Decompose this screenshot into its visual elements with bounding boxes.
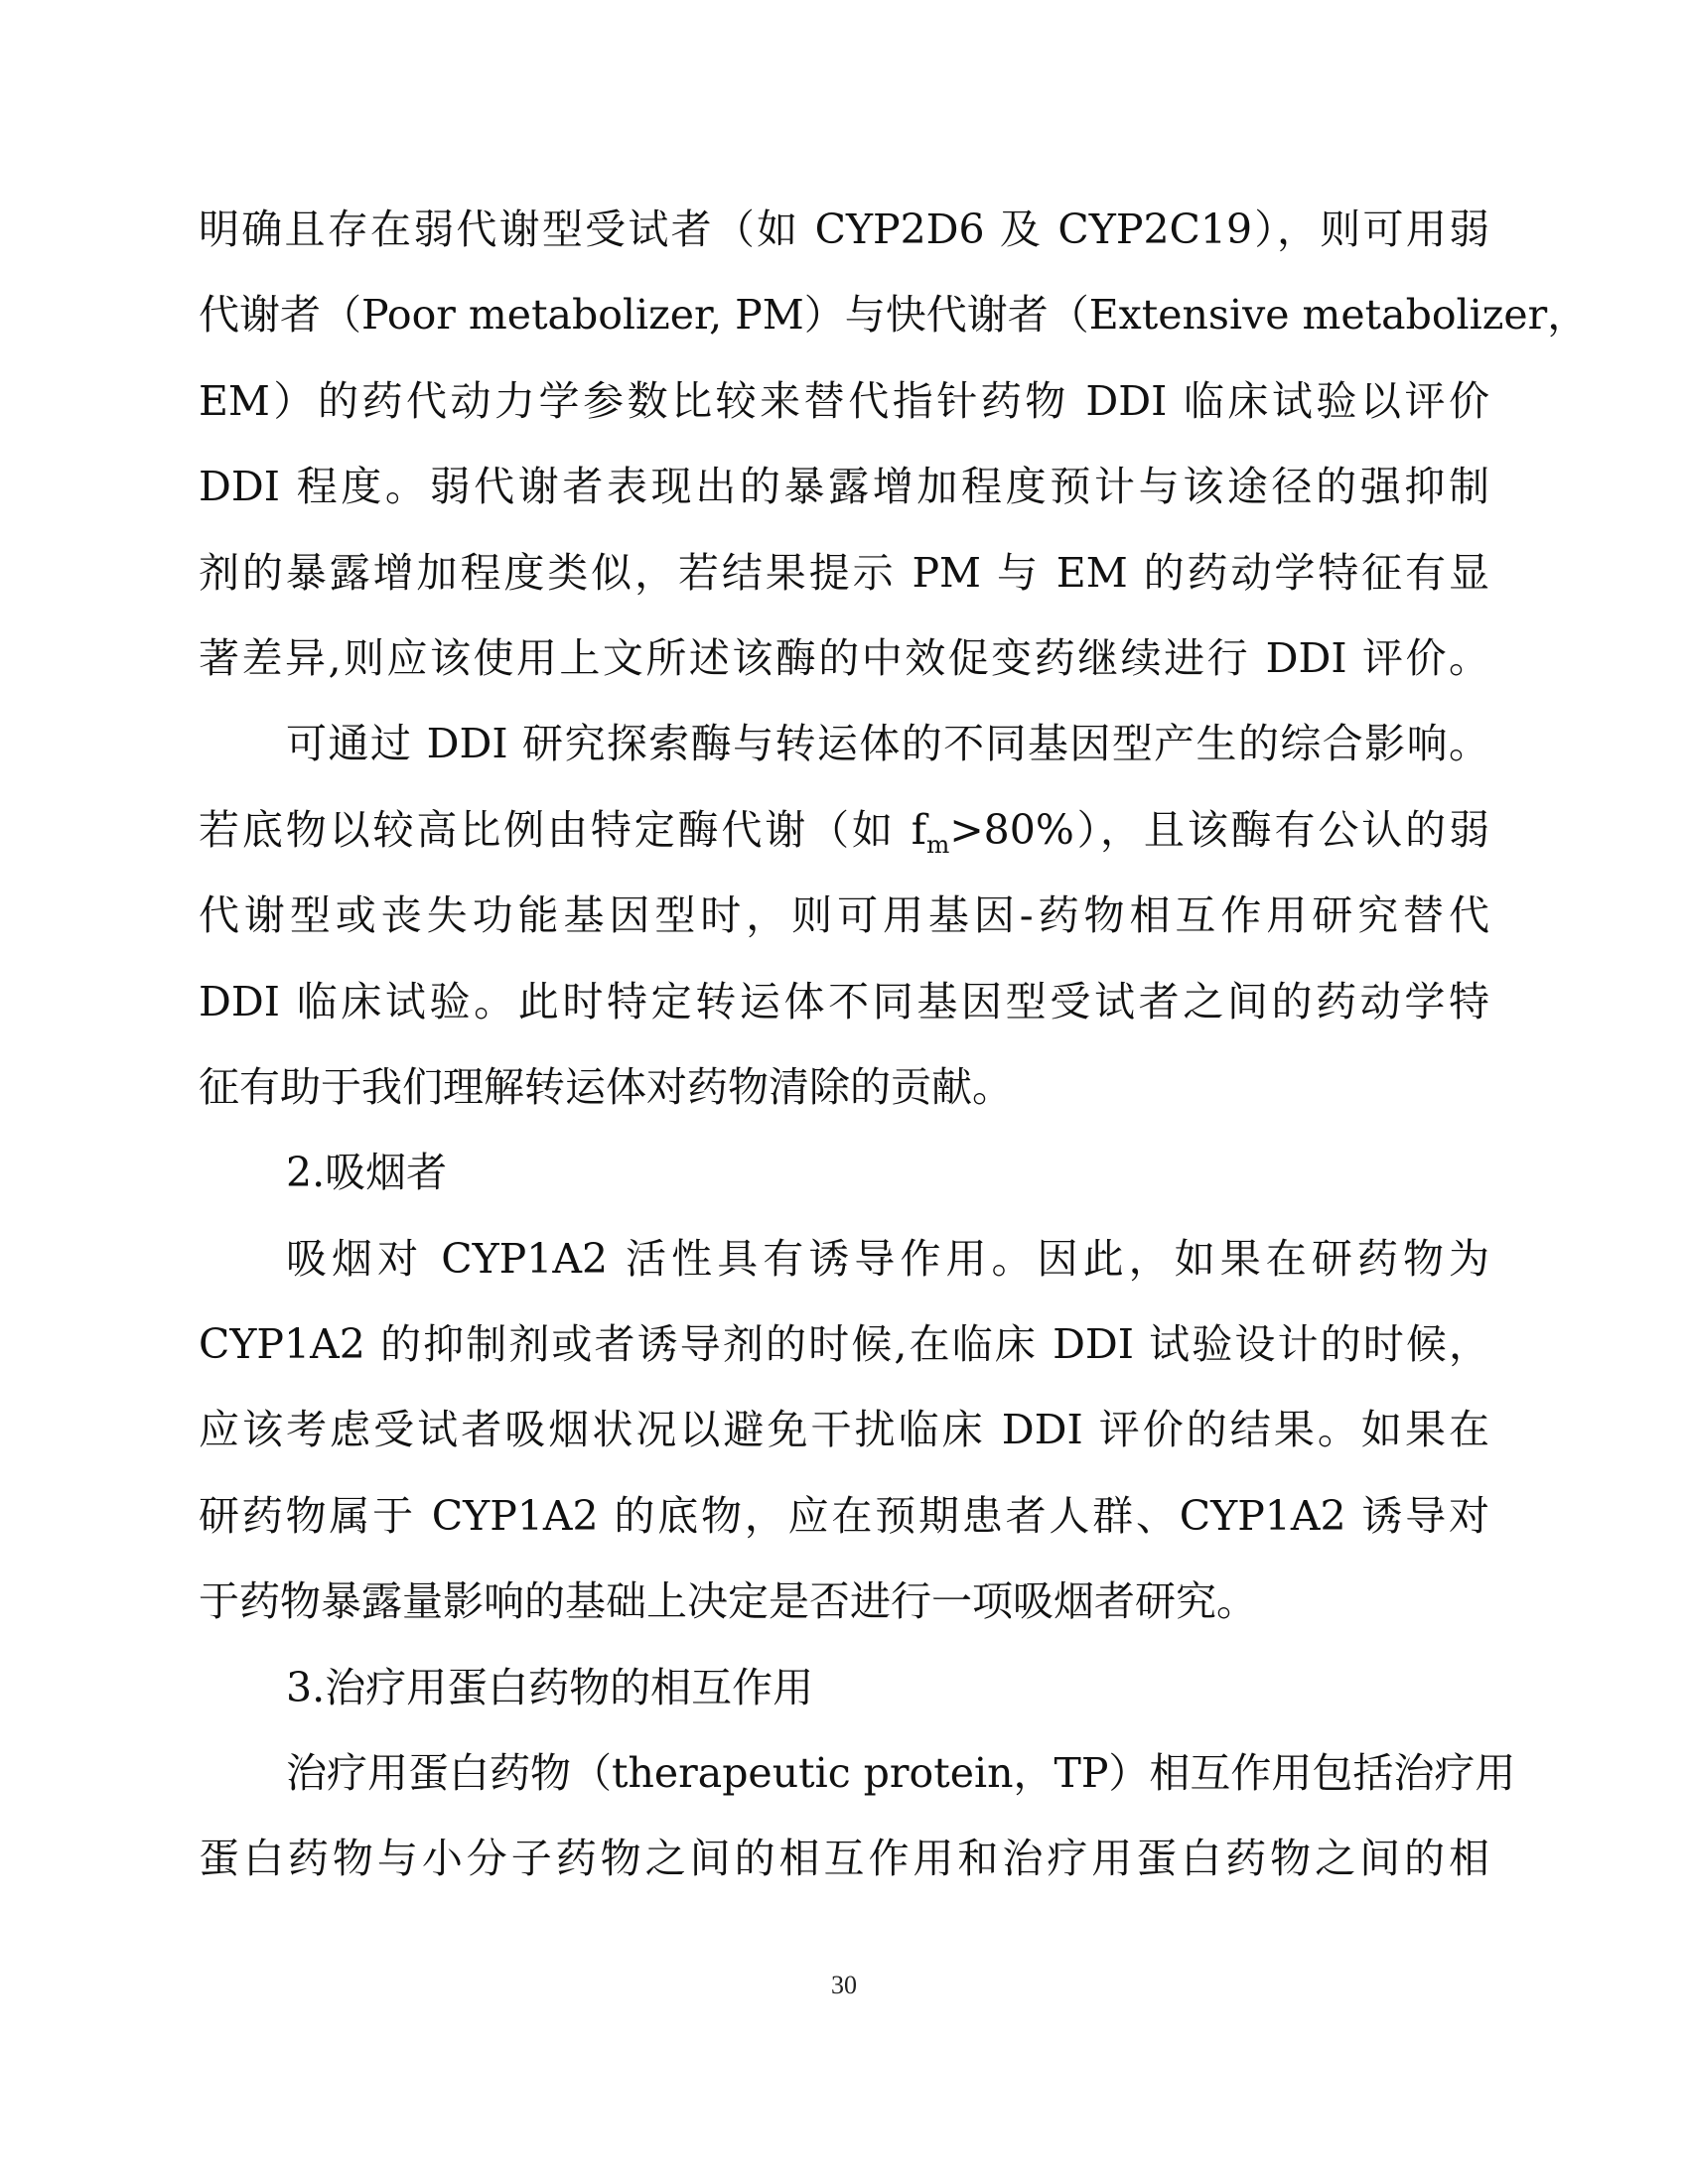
text-line: 蛋白药物与小分子药物之间的相互作用和治疗用蛋白药物之间的相 [199, 1835, 1489, 1883]
text-line: 治疗用蛋白药物（therapeutic protein，TP）相互作用包括治疗用 [286, 1749, 1516, 1798]
page-number: 30 [831, 1971, 857, 1999]
text-line: DDI 程度。弱代谢者表现出的暴露增加程度预计与该途径的强抑制 [199, 463, 1489, 511]
text-line: DDI 临床试验。此时特定转运体不同基因型受试者之间的药动学特 [199, 977, 1489, 1025]
text-line: 征有助于我们理解转运体对药物清除的贡献。 [199, 1062, 1013, 1111]
text-line: 吸烟对 CYP1A2 活性具有诱导作用。因此，如果在研药物为 [286, 1234, 1489, 1283]
text-line: 若底物以较高比例由特定酶代谢（如 $f_m>80\%$），且该酶有公认的弱 [199, 805, 1489, 859]
paragraph-genotype-effects [199, 701, 1489, 1130]
text-line: 著差异,则应该使用上文所述该酶的中效促变药继续进行 DDI 评价。 [199, 633, 1489, 682]
paragraph-smokers [199, 1216, 1489, 1645]
text-line: 研药物属于 CYP1A2 的底物，应在预期患者人群、CYP1A2 诱导对 [199, 1491, 1489, 1540]
paragraph-therapeutic-protein [199, 1730, 1516, 1902]
heading-therapeutic-protein: 3.治疗用蛋白药物的相互作用 [286, 1663, 814, 1711]
text-line: 剂的暴露增加程度类似，若结果提示 PM 与 EM 的药动学特征有显 [199, 548, 1489, 597]
text-line: 代谢型或丧失功能基因型时，则可用基因-药物相互作用研究替代 [199, 891, 1489, 940]
heading-smokers: 2.吸烟者 [286, 1149, 448, 1197]
paragraph-pm-em-comparison [199, 187, 1589, 701]
text-line: CYP1A2 的抑制剂或者诱导剂的时候,在临床 DDI 试验设计的时候， [199, 1320, 1489, 1369]
text-line: 于药物暴露量影响的基础上决定是否进行一项吸烟者研究。 [199, 1577, 1257, 1626]
text-line: 明确且存在弱代谢型受试者（如 CYP2D6 及 CYP2C19），则可用弱 [199, 205, 1489, 253]
text-line: 可通过 DDI 研究探索酶与转运体的不同基因型产生的综合影响。 [286, 720, 1489, 768]
text-line: 代谢者（Poor metabolizer, PM）与快代谢者（Extensive metabolizer， [199, 291, 1589, 340]
text-line: EM）的药代动力学参数比较来替代指针药物 DDI 临床试验以评价 [199, 376, 1489, 425]
document-body [199, 187, 1589, 1902]
text-line: 应该考虑受试者吸烟状况以避免干扰临床 DDI 评价的结果。如果在 [199, 1406, 1489, 1454]
